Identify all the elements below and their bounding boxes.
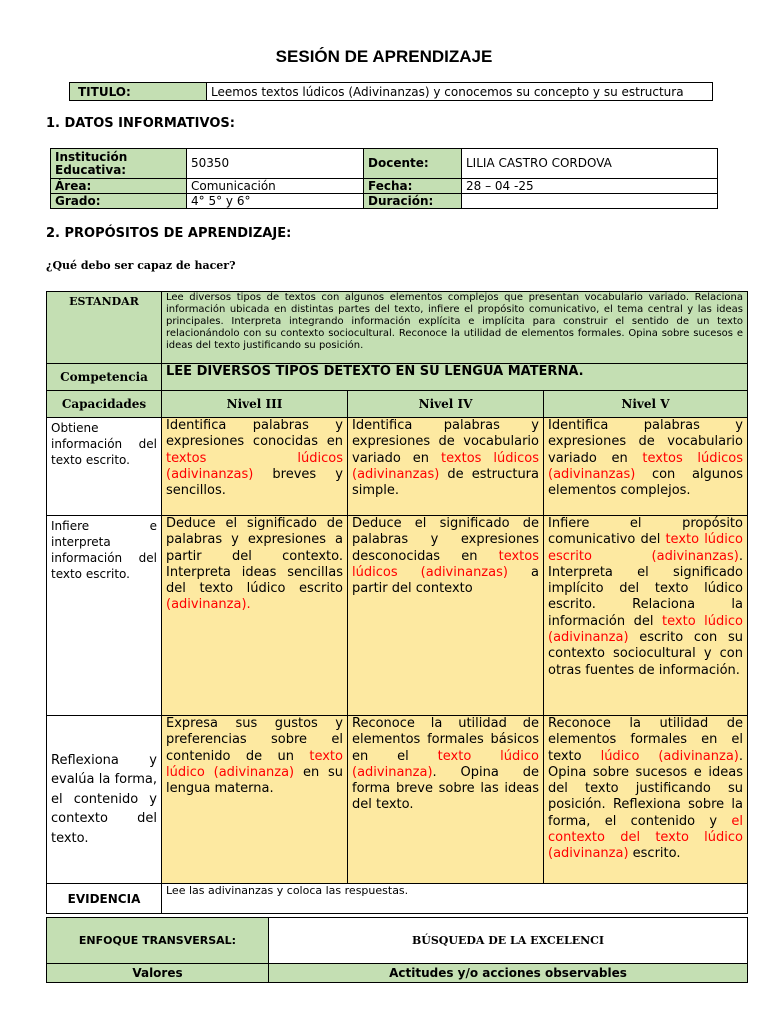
capacidad-reflexiona: Reflexiona y evalúa la forma, el contenido y contexto del texto. <box>47 716 162 884</box>
duracion-value <box>462 194 718 209</box>
nivel-iv-obtiene: Identifica palabras y expresiones de vocabulario variado en textos lúdicos (adivinanzas) de estructura simple. <box>348 418 544 516</box>
nivel-iii-reflexiona: Expresa sus gustos y preferencias sobre el contenido de un texto lúdico (adivinanza) en su lengua materna. <box>162 716 348 884</box>
table-row <box>47 516 748 716</box>
estandar-label: ESTANDAR <box>47 292 162 364</box>
propositos-table <box>46 291 748 914</box>
capacidad-obtiene: Obtiene información del texto escrito. <box>47 418 162 516</box>
table-row <box>47 716 748 884</box>
nivel-v-obtiene: Identifica palabras y expresiones de vocabulario variado en textos lúdicos (adivinanzas) con algunos elementos complejos. <box>544 418 748 516</box>
titulo-label: TITULO: <box>70 83 207 101</box>
enfoque-label: ENFOQUE TRANSVERSAL: <box>47 918 269 964</box>
docente-label: Docente: <box>364 149 462 179</box>
grado-label: Grado: <box>51 194 187 209</box>
fecha-label: Fecha: <box>364 179 462 194</box>
actitudes-header: Actitudes y/o acciones observables <box>269 964 748 983</box>
valores-header: Valores <box>47 964 269 983</box>
competencia-text: LEE DIVERSOS TIPOS DETEXTO EN SU LENGUA MATERNA. <box>162 364 748 391</box>
enfoque-table <box>46 917 748 983</box>
docente-value: LILIA CASTRO CORDOVA <box>462 149 718 179</box>
evidencia-label: EVIDENCIA <box>47 884 162 914</box>
nivel-v-header: Nivel V <box>544 391 748 418</box>
grado-value: 4° 5° y 6° <box>187 194 364 209</box>
nivel-iv-infiere: Deduce el significado de palabras y expresiones desconocidas en textos lúdicos (adivinanzas) a partir del contexto <box>348 516 544 716</box>
institucion-value: 50350 <box>187 149 364 179</box>
section-datos-heading: 1. DATOS INFORMATIVOS: <box>46 116 235 131</box>
area-value: Comunicación <box>187 179 364 194</box>
nivel-iii-infiere: Deduce el significado de palabras y expresiones a partir del contexto. Interpreta ideas sencillas del texto lúdico escrito (adivinanza). <box>162 516 348 716</box>
document-title: SESIÓN DE APRENDIZAJE <box>275 47 493 66</box>
titulo-table <box>69 82 713 101</box>
titulo-value: Leemos textos lúdicos (Adivinanzas) y conocemos su concepto y su estructura <box>207 83 713 101</box>
nivel-iii-obtiene: Identifica palabras y expresiones conocidas en textos lúdicos (adivinanzas) breves y sencillos. <box>162 418 348 516</box>
enfoque-value: BÚSQUEDA DE LA EXCELENCI <box>269 918 748 964</box>
capacidades-label: Capacidades <box>47 391 162 418</box>
estandar-text: Lee diversos tipos de textos con algunos elementos complejos que presentan vocabulario variado. Relaciona información ubicada en distintas partes del texto, infiere el propósito comunicativo, el tema central y las ideas principales. Interpreta integrando información explícita e implícita para construir el sentido de un texto relacionándolo con su contexto sociocultural. Reconoce la utilidad de elementos formales. Opina sobre sucesos e ideas del texto justificando su posición. <box>162 292 748 364</box>
datos-table <box>50 148 718 209</box>
fecha-value: 28 – 04 -25 <box>462 179 718 194</box>
nivel-iv-reflexiona: Reconoce la utilidad de elementos formales básicos en el texto lúdico (adivinanza). Opina de forma breve sobre las ideas del texto. <box>348 716 544 884</box>
nivel-v-infiere: Infiere el propósito comunicativo del texto lúdico escrito (adivinanzas). Interpreta el significado implícito del texto lúdico escrito. Relaciona la información del texto lúdico (adivinanza) escrito con su contexto sociocultural y con otras fuentes de información. <box>544 516 748 716</box>
competencia-label: Competencia <box>47 364 162 391</box>
question-text: ¿Qué debo ser capaz de hacer? <box>46 259 236 272</box>
section-propositos-heading: 2. PROPÓSITOS DE APRENDIZAJE: <box>46 226 292 241</box>
nivel-iii-header: Nivel III <box>162 391 348 418</box>
area-label: Área: <box>51 179 187 194</box>
table-row <box>47 418 748 516</box>
duracion-label: Duración: <box>364 194 462 209</box>
institucion-label: Institución Educativa: <box>51 149 187 179</box>
nivel-iv-header: Nivel IV <box>348 391 544 418</box>
capacidad-infiere: Infiere e interpreta información del texto escrito. <box>47 516 162 716</box>
nivel-v-reflexiona: Reconoce la utilidad de elementos formales en el texto lúdico (adivinanza). Opina sobre sucesos e ideas del texto justificando su posición. Reflexiona sobre la forma, el contenido y el contexto del texto lúdico (adivinanza) escrito. <box>544 716 748 884</box>
evidencia-text: Lee las adivinanzas y coloca las respuestas. <box>162 884 748 914</box>
